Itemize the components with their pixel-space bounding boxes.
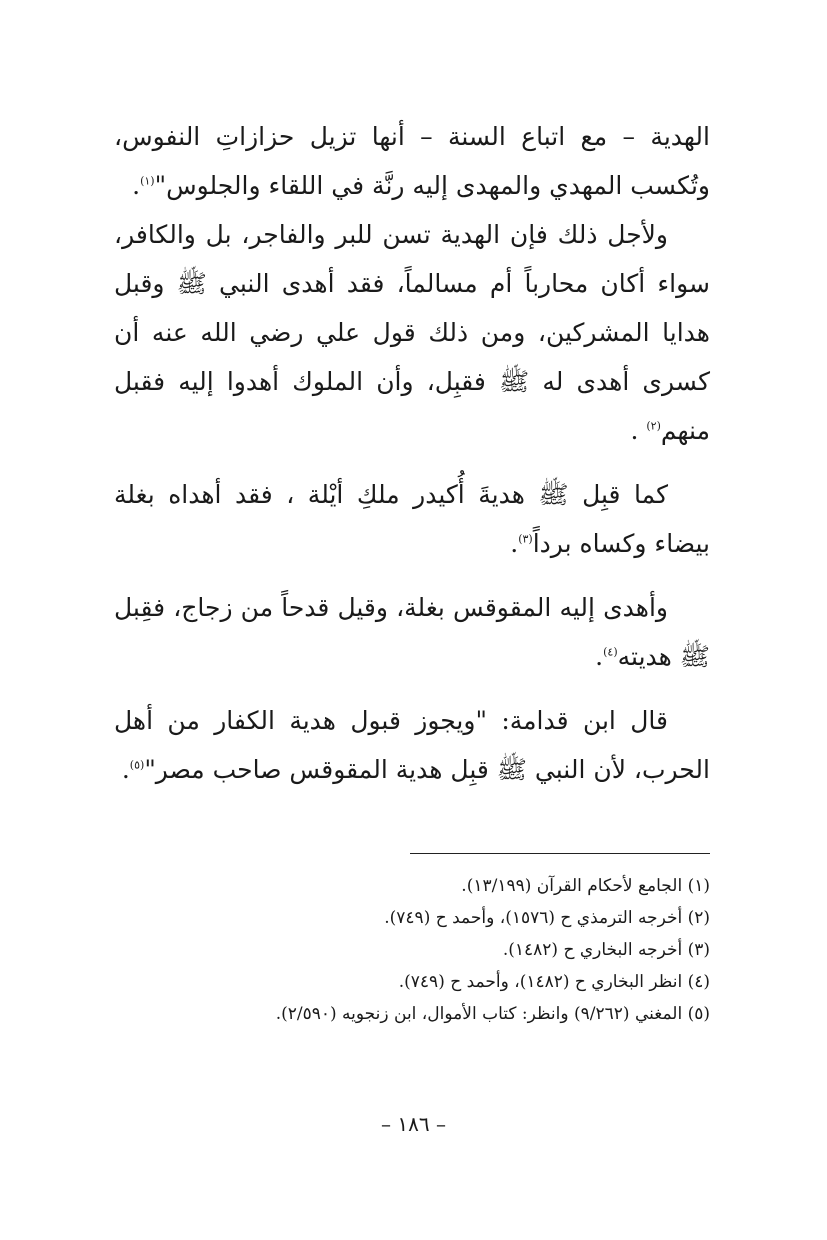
paragraph-5	[114, 696, 710, 794]
footnote-5: (٥) المغني (٩/٢٦٢) وانظر: كتاب الأموال، ابن زنجويه (٢/٥٩٠).	[275, 1004, 710, 1024]
paragraph-2	[114, 210, 710, 455]
footnote-3: (٣) أخرجه البخاري ح (١٤٨٢).	[502, 940, 710, 960]
paragraph-1	[114, 112, 710, 210]
footnote-ref-3: (٣)	[518, 532, 533, 546]
paragraph-1-text: الهدية – مع اتباع السنة – أنها تزيل حزازاتِ النفوس، وتُكسب المهدي والمهدى إليه رنَّة في اللقاء والجلوس"	[114, 122, 710, 200]
paragraph-2-end: .	[630, 416, 647, 445]
footnote-ref-4: (٤)	[603, 645, 618, 659]
paragraph-3-text: كما قبِل ﷺ هديةَ أُكيدر ملكِ أيْلة ، فقد أهداه بغلة بيضاء وكساه برداً	[114, 480, 710, 558]
footnote-4: (٤) انظر البخاري ح (١٤٨٢)، وأحمد ح (٧٤٩).	[398, 972, 710, 992]
paragraph-4-end: .	[595, 642, 604, 671]
footnote-ref-2: (٢)	[646, 419, 661, 433]
page-number: – ١٨٦ –	[381, 1112, 446, 1136]
paragraph-1-end: .	[132, 171, 141, 200]
paragraph-2-text: ولأجل ذلك فإن الهدية تسن للبر والفاجر، بل والكافر، سواء أكان محارباً أم مسالماً، فقد أهدى النبي ﷺ وقبل هدايا المشركين، ومن ذلك قول علي رضي الله عنه أن كسرى أهدى له ﷺ فقبِل، وأن الملوك أهدوا إليه فقبل منهم	[114, 220, 710, 445]
paragraph-3-end: .	[510, 529, 519, 558]
footnote-ref-5: (٥)	[129, 758, 145, 772]
footnotes	[114, 870, 710, 1030]
footnote-1: (١) الجامع لأحكام القرآن (١٣/١٩٩).	[461, 876, 710, 896]
paragraph-4	[114, 583, 710, 681]
footnote-separator	[410, 853, 710, 854]
paragraph-3	[114, 470, 710, 568]
footnote-ref-1: (١)	[140, 174, 155, 188]
paragraph-5-end: .	[121, 755, 130, 784]
paragraph-4-text: وأهدى إليه المقوقس بغلة، وقيل قدحاً من زجاج، فقِبل ﷺ هديته	[114, 593, 710, 671]
body-text	[114, 112, 710, 794]
paragraph-5-text: قال ابن قدامة: "ويجوز قبول هدية الكفار من أهل الحرب، لأن النبي ﷺ قبِل هدية المقوقس صاحب مصر"	[114, 706, 710, 784]
footnote-2: (٢) أخرجه الترمذي ح (١٥٧٦)، وأحمد ح (٧٤٩).	[384, 908, 710, 928]
